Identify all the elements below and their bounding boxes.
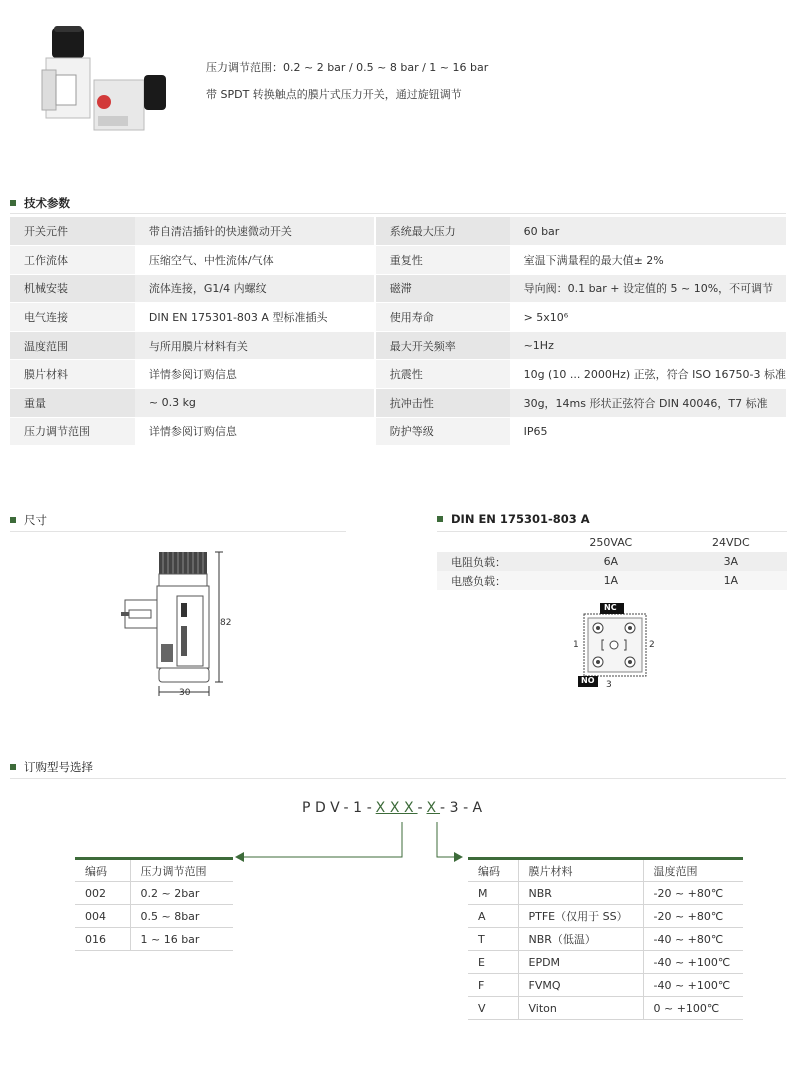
spec-value: 详情参阅订购信息 bbox=[135, 417, 375, 446]
dims-title-text: 尺寸 bbox=[24, 513, 47, 527]
spec-value: 带自清洁插针的快速微动开关 bbox=[135, 217, 375, 246]
spec-label: 抗震性 bbox=[375, 360, 510, 389]
spec-label: 最大开关频率 bbox=[375, 331, 510, 360]
table-cell: 0 ~ +100℃ bbox=[643, 997, 743, 1020]
table-cell: -40 ~ +80℃ bbox=[643, 928, 743, 951]
spec-value: > 5x10⁶ bbox=[510, 303, 786, 332]
table-cell: E bbox=[468, 951, 518, 974]
spec-value: ~ 0.3 kg bbox=[135, 389, 375, 418]
din-row-label: 电感负载： bbox=[437, 571, 547, 590]
table-row bbox=[10, 274, 786, 303]
table-row bbox=[437, 552, 787, 571]
column-header: 温度范围 bbox=[643, 859, 743, 882]
din-cell: 6A bbox=[547, 552, 675, 571]
spec-label: 系统最大压力 bbox=[375, 217, 510, 246]
din-header-24vdc: 24VDC bbox=[675, 533, 787, 552]
din-cell: 1A bbox=[675, 571, 787, 590]
model-code bbox=[302, 800, 487, 816]
table-row bbox=[10, 360, 786, 389]
spec-label: 工作流体 bbox=[10, 246, 135, 275]
table-header-row bbox=[75, 859, 233, 882]
spec-value: 详情参阅订购信息 bbox=[135, 360, 375, 389]
table-cell: 0.5 ~ 8bar bbox=[130, 905, 233, 928]
table-row bbox=[468, 928, 743, 951]
table-row bbox=[468, 974, 743, 997]
pin1-label: 1 bbox=[573, 640, 579, 650]
table-row bbox=[437, 571, 787, 590]
code-dash: - bbox=[417, 800, 427, 816]
table-row bbox=[10, 417, 786, 446]
table-row bbox=[10, 246, 786, 275]
spec-label: 使用寿命 bbox=[375, 303, 510, 332]
bullet-square-icon bbox=[10, 517, 16, 523]
table-cell: 0.2 ~ 2bar bbox=[130, 882, 233, 905]
table-cell: PTFE（仅用于 SS） bbox=[518, 905, 643, 928]
table-row bbox=[468, 951, 743, 974]
column-header: 压力调节范围 bbox=[130, 859, 233, 882]
spec-label: 电气连接 bbox=[10, 303, 135, 332]
table-cell: M bbox=[468, 882, 518, 905]
spec-table bbox=[10, 217, 786, 446]
din-header-blank bbox=[437, 533, 547, 552]
din-cell: 1A bbox=[547, 571, 675, 590]
din-section-title bbox=[437, 512, 590, 526]
pin2-label: 2 bbox=[649, 640, 655, 650]
table-row bbox=[468, 997, 743, 1020]
width-dimension-label: 30 bbox=[179, 688, 191, 698]
column-header: 编码 bbox=[75, 859, 130, 882]
din-title-text: DIN EN 175301-803 A bbox=[451, 512, 590, 526]
pin3-label: 3 bbox=[606, 680, 612, 690]
bullet-square-icon bbox=[437, 516, 443, 522]
table-cell: -40 ~ +100℃ bbox=[643, 974, 743, 997]
table-cell: 002 bbox=[75, 882, 130, 905]
spec-value: 与所用膜片材料有关 bbox=[135, 331, 375, 360]
dimension-drawing bbox=[115, 548, 245, 708]
table-row bbox=[75, 882, 233, 905]
divider bbox=[10, 531, 346, 532]
code-material-placeholder: X bbox=[426, 800, 441, 816]
column-header: 膜片材料 bbox=[518, 859, 643, 882]
tech-section-title bbox=[10, 195, 70, 211]
dims-section-title bbox=[10, 512, 47, 528]
spec-value: 10g (10 ... 2000Hz) 正弦，符合 ISO 16750-3 标准 bbox=[510, 360, 786, 389]
spec-value: ~1Hz bbox=[510, 331, 786, 360]
table-row bbox=[75, 905, 233, 928]
din-header-250vac: 250VAC bbox=[547, 533, 675, 552]
connector-pin-diagram bbox=[570, 600, 660, 695]
table-cell: NBR（低温） bbox=[518, 928, 643, 951]
spec-value: 导向阀：0.1 bar + 设定值的 5 ~ 10%，不可调节 bbox=[510, 274, 786, 303]
spec-label: 开关元件 bbox=[10, 217, 135, 246]
divider bbox=[10, 213, 786, 214]
table-row bbox=[468, 905, 743, 928]
spec-label: 磁滞 bbox=[375, 274, 510, 303]
spec-label: 温度范围 bbox=[10, 331, 135, 360]
table-row bbox=[75, 928, 233, 951]
din-cell: 3A bbox=[675, 552, 787, 571]
table-row bbox=[10, 303, 786, 332]
table-cell: 1 ~ 16 bar bbox=[130, 928, 233, 951]
table-header-row bbox=[468, 859, 743, 882]
spec-label: 防护等级 bbox=[375, 417, 510, 446]
divider bbox=[10, 778, 786, 779]
spec-label: 抗冲击性 bbox=[375, 389, 510, 418]
pressure-range-table bbox=[75, 857, 233, 951]
membrane-material-table bbox=[468, 857, 743, 1020]
spec-label: 机械安装 bbox=[10, 274, 135, 303]
table-cell: NBR bbox=[518, 882, 643, 905]
spec-value: IP65 bbox=[510, 417, 786, 446]
code-suffix: -3-A bbox=[440, 800, 487, 816]
table-cell: V bbox=[468, 997, 518, 1020]
table-cell: Viton bbox=[518, 997, 643, 1020]
description-text: 带 SPDT 转换触点的膜片式压力开关，通过旋钮调节 bbox=[206, 88, 462, 101]
pressure-range-text: 压力调节范围：0.2 ~ 2 bar / 0.5 ~ 8 bar / 1 ~ 16 bar bbox=[206, 61, 489, 74]
spec-label: 膜片材料 bbox=[10, 360, 135, 389]
table-row bbox=[10, 331, 786, 360]
code-prefix: PDV-1- bbox=[302, 800, 376, 816]
code-range-placeholder: XXX bbox=[375, 800, 418, 816]
bullet-square-icon bbox=[10, 764, 16, 770]
spec-value: 室温下满量程的最大值± 2% bbox=[510, 246, 786, 275]
din-load-table bbox=[437, 533, 787, 590]
spec-label: 重量 bbox=[10, 389, 135, 418]
table-cell: -20 ~ +80℃ bbox=[643, 882, 743, 905]
height-dimension-label: 82 bbox=[220, 618, 232, 628]
table-row bbox=[10, 217, 786, 246]
spec-value: DIN EN 175301-803 A 型标准插头 bbox=[135, 303, 375, 332]
spec-label: 压力调节范围 bbox=[10, 417, 135, 446]
table-cell: EPDM bbox=[518, 951, 643, 974]
divider bbox=[437, 531, 787, 532]
table-row bbox=[10, 389, 786, 418]
table-cell: 016 bbox=[75, 928, 130, 951]
bullet-square-icon bbox=[10, 200, 16, 206]
spec-value: 压缩空气、中性流体/气体 bbox=[135, 246, 375, 275]
table-cell: 004 bbox=[75, 905, 130, 928]
spec-value: 60 bar bbox=[510, 217, 786, 246]
din-row-label: 电阻负载： bbox=[437, 552, 547, 571]
order-section-title bbox=[10, 759, 93, 775]
table-cell: F bbox=[468, 974, 518, 997]
table-row bbox=[468, 882, 743, 905]
product-photo bbox=[32, 20, 182, 135]
column-header: 编码 bbox=[468, 859, 518, 882]
table-cell: -20 ~ +80℃ bbox=[643, 905, 743, 928]
table-cell: T bbox=[468, 928, 518, 951]
spec-value: 流体连接，G1/4 内螺纹 bbox=[135, 274, 375, 303]
nc-label: NC bbox=[604, 603, 617, 612]
table-cell: A bbox=[468, 905, 518, 928]
order-title-text: 订购型号选择 bbox=[24, 760, 93, 774]
spec-label: 重复性 bbox=[375, 246, 510, 275]
spec-value: 30g，14ms 形状正弦符合 DIN 40046，T7 标准 bbox=[510, 389, 786, 418]
tech-title-text: 技术参数 bbox=[24, 196, 70, 210]
table-cell: -40 ~ +100℃ bbox=[643, 951, 743, 974]
table-cell: FVMQ bbox=[518, 974, 643, 997]
no-label: NO bbox=[581, 676, 595, 685]
